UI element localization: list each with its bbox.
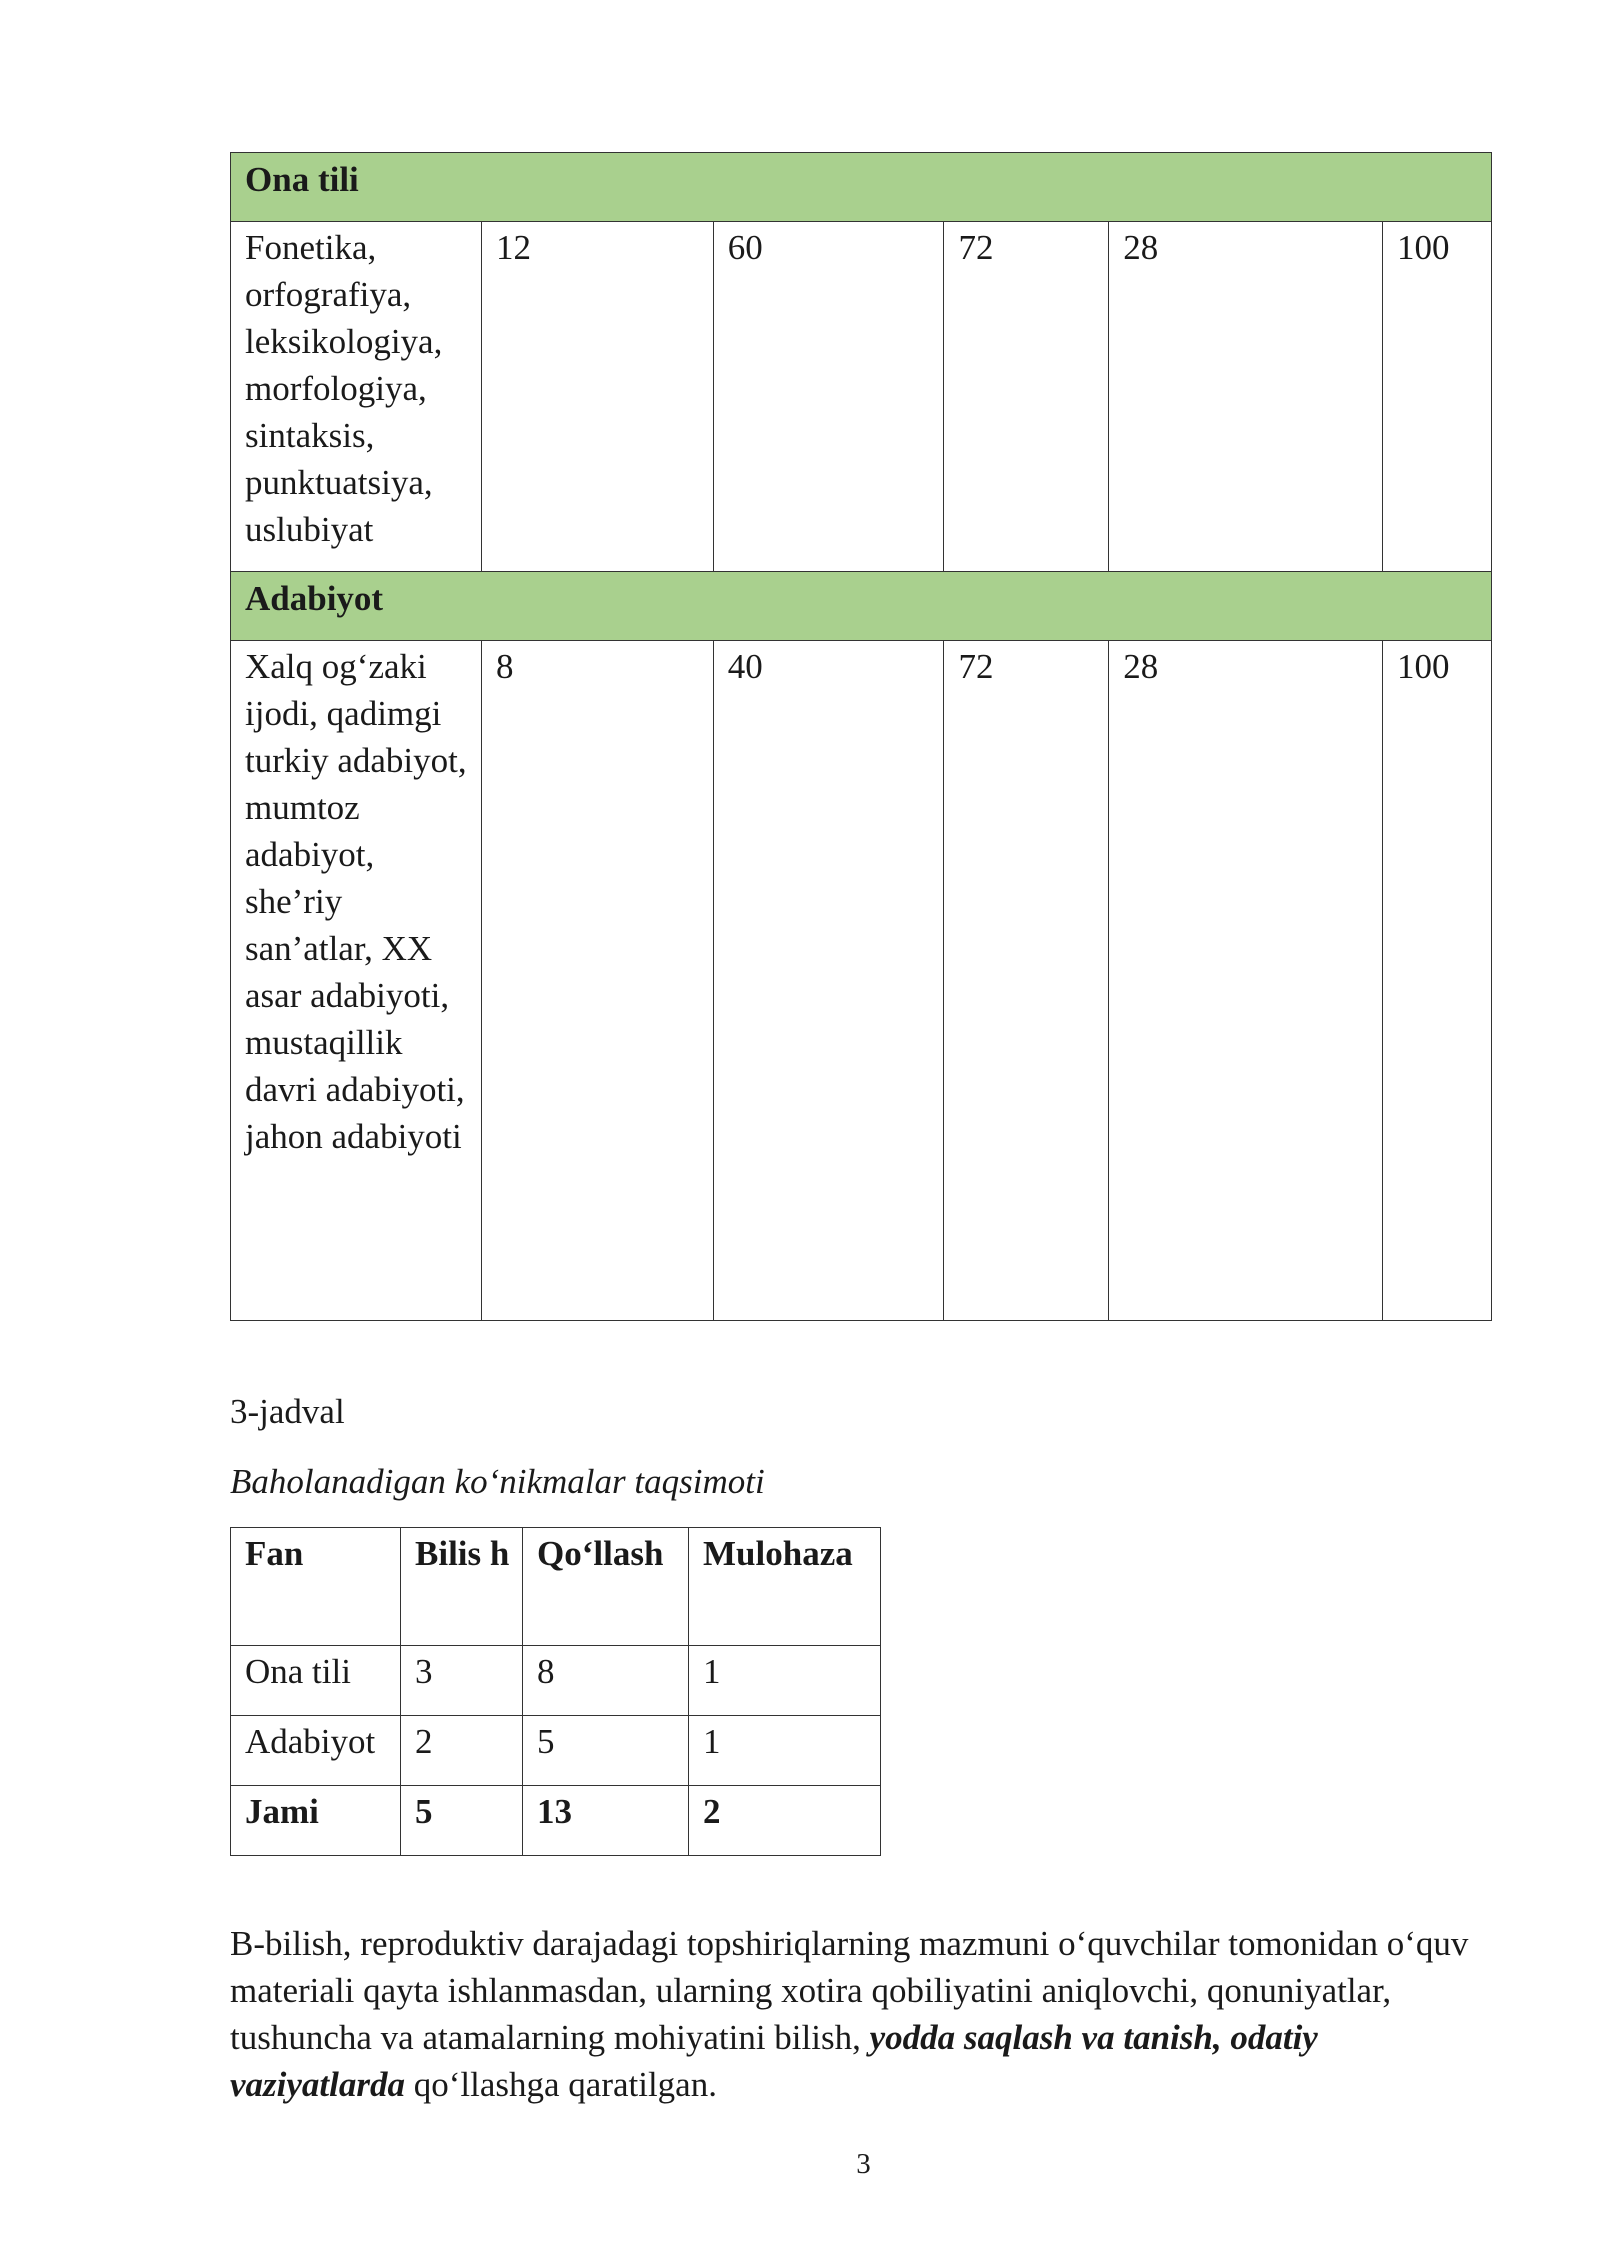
total-cell: 13 bbox=[523, 1786, 689, 1856]
paragraph-text-end: qo‘llashga qaratilgan. bbox=[404, 2065, 717, 2104]
total-cell: Jami bbox=[231, 1786, 401, 1856]
table-header-row bbox=[231, 1528, 881, 1646]
paragraph-emphasis: yodda saqlash va tanish, odatiy vaziyatlarda bbox=[230, 2018, 1318, 2104]
paragraph-text: B-bilish, reproduktiv darajadagi topshiriqlarning mazmuni o‘quvchilar tomonidan o‘quv materiali qayta ishlanmasdan, ularning xotira qobiliyatini aniqlovchi, qonuniyatlar, tushuncha va atamalarning mohiyatini bilish, bbox=[230, 1924, 1469, 2057]
page-number: 3 bbox=[856, 2148, 871, 2180]
section-row-ona-tili bbox=[231, 153, 1492, 222]
table-cell: 1 bbox=[689, 1716, 881, 1786]
table-cell: 1 bbox=[689, 1646, 881, 1716]
table-row bbox=[231, 1716, 881, 1786]
table-cell: Ona tili bbox=[231, 1646, 401, 1716]
header-cell: Fan bbox=[231, 1528, 401, 1646]
table-cell: Adabiyot bbox=[231, 1716, 401, 1786]
value-cell: 100 bbox=[1382, 641, 1491, 1321]
table-cell: 3 bbox=[401, 1646, 523, 1716]
curriculum-table bbox=[230, 152, 1492, 1321]
table-title: Baholanadigan ko‘nikmalar taqsimoti bbox=[230, 1462, 765, 1501]
section-title: Adabiyot bbox=[231, 572, 1492, 641]
total-cell: 5 bbox=[401, 1786, 523, 1856]
table-number-label: 3-jadval bbox=[230, 1392, 345, 1431]
section-row-adabiyot bbox=[231, 572, 1492, 641]
table-cell: 8 bbox=[523, 1646, 689, 1716]
value-cell: 12 bbox=[481, 222, 713, 572]
header-cell: Qo‘llash bbox=[523, 1528, 689, 1646]
value-cell: 8 bbox=[481, 641, 713, 1321]
body-paragraph bbox=[230, 1920, 1495, 2108]
value-cell: 100 bbox=[1382, 222, 1491, 572]
value-cell: 72 bbox=[944, 641, 1109, 1321]
value-cell: 28 bbox=[1109, 641, 1383, 1321]
skills-distribution-table bbox=[230, 1527, 881, 1856]
topic-cell: Xalq og‘zaki ijodi, qadimgi turkiy adabiyot, mumtoz adabiyot, she’riy san’atlar, XX asar adabiyoti, mustaqillik davri adabiyoti, jahon adabiyoti bbox=[231, 641, 482, 1321]
section-title: Ona tili bbox=[231, 153, 1492, 222]
value-cell: 28 bbox=[1109, 222, 1383, 572]
table-total-row bbox=[231, 1786, 881, 1856]
table-cell: 2 bbox=[401, 1716, 523, 1786]
value-cell: 72 bbox=[944, 222, 1109, 572]
table-row bbox=[231, 1646, 881, 1716]
total-cell: 2 bbox=[689, 1786, 881, 1856]
header-cell: Mulohaza bbox=[689, 1528, 881, 1646]
value-cell: 40 bbox=[713, 641, 944, 1321]
table-row bbox=[231, 641, 1492, 1321]
header-cell: Bilis h bbox=[401, 1528, 523, 1646]
table-row bbox=[231, 222, 1492, 572]
topic-cell: Fonetika, orfografiya, leksikologiya, morfologiya, sintaksis, punktuatsiya, uslubiyat bbox=[231, 222, 482, 572]
value-cell: 60 bbox=[713, 222, 944, 572]
table-cell: 5 bbox=[523, 1716, 689, 1786]
